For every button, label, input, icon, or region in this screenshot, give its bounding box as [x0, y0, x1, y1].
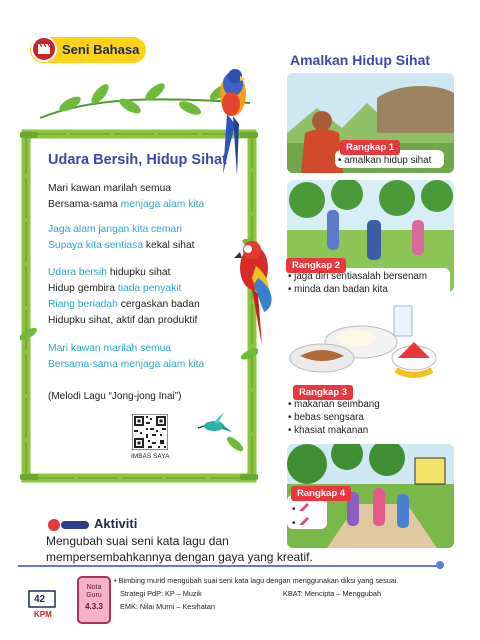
poem-highlight-text: Riang beriadah [48, 299, 121, 310]
poem-line [48, 343, 171, 354]
rangkap-2-item: • jaga diri sentiasalah bersenam [288, 271, 428, 282]
poem-line [48, 199, 204, 210]
scan-label: IMBAS SAYA [131, 453, 170, 460]
teacher-note: • Bimbing murid mengubah suai seni kata lagu dengan menggunakan diksi yang sesuai. [114, 576, 399, 585]
rangkap-2-badge: Rangkap 2 [286, 258, 346, 273]
poem-line [48, 267, 171, 278]
poem-line [48, 299, 200, 310]
poem-text: Bersama-sama [48, 199, 121, 210]
macaw-illustration [232, 238, 282, 348]
nota-guru-badge [77, 576, 111, 624]
nota-label: Guru [86, 592, 102, 599]
rangkap-3-item: • bebas sengsara [288, 412, 364, 423]
pencil-icon [298, 502, 310, 512]
activity-text-line: Mengubah suai seni kata lagu dan [46, 534, 229, 548]
rangkap-3-list [288, 398, 380, 437]
poem-line [48, 359, 204, 370]
poem-highlight-text: tiada penyakit [117, 283, 182, 294]
poem-highlight-text: Bersama-sama menjaga alam kita [48, 359, 205, 370]
poem-line [48, 283, 181, 294]
poem-highlight-text: Jaga alam jangan kita cemari [48, 224, 182, 235]
melody-note: (Melodi Lagu “Jong-jong Inai”) [48, 391, 182, 402]
teacher-note-kbat: KBAT: Mencipta – Menggubah [283, 589, 382, 598]
poem-line [48, 224, 182, 235]
qr-code[interactable] [132, 414, 168, 450]
poem-text: Hidupku sihat, aktif dan produktif [48, 315, 198, 326]
footer-divider [18, 565, 438, 567]
rangkap-4-badge: Rangkap 4 [291, 486, 351, 501]
pencil-icon [298, 516, 310, 526]
poem-line [48, 183, 171, 194]
poem-line [48, 315, 197, 326]
activity-title: Aktiviti [94, 516, 138, 531]
poem-text: Mari kawan marilah semua [48, 183, 172, 194]
nota-label: Nota [86, 584, 102, 591]
section-label: Seni Bahasa [62, 42, 140, 57]
rangkap-4-list [292, 502, 310, 530]
rangkap-3-badge: Rangkap 3 [293, 385, 353, 400]
rangkap-3-item: • khasiat makanan [288, 425, 369, 436]
hummingbird-illustration [198, 410, 232, 440]
poem-title: Udara Bersih, Hidup Sihat [48, 152, 227, 168]
clapperboard-icon [31, 36, 57, 62]
illustration-section-title: Amalkan Hidup Sihat [290, 52, 431, 68]
poem-line [48, 240, 195, 251]
poem-text: Hidup gembira [48, 283, 118, 294]
teacher-note-strategy: Strategi PdP: KP – Muzik [120, 589, 202, 598]
poem-text: kekal sihat [145, 240, 195, 251]
rangkap-1-badge: Rangkap 1 [340, 140, 400, 155]
nota-code: 4.3.3 [85, 602, 103, 611]
rangkap-1-item: • amalkan hidup sihat [338, 155, 432, 166]
rangkap-2-list [288, 270, 427, 296]
poem-text: cergaskan badan [120, 299, 200, 310]
activity-icon [47, 518, 91, 532]
footer-divider-dot [436, 561, 444, 569]
rangkap-4-item: • [292, 516, 310, 530]
rangkap-4-item: • [292, 502, 310, 516]
teacher-note-emk: EMK: Nilai Murni – Kesihatan [120, 602, 215, 611]
page-number: 42 [34, 594, 46, 605]
poem-highlight-text: Mari kawan marilah semua [48, 343, 172, 354]
poem-highlight-text: menjaga alam kita [120, 199, 205, 210]
rangkap-2-item: • minda dan badan kita [288, 284, 388, 295]
food-illustration [286, 300, 451, 382]
activity-text-line: mempersembahkannya dengan gaya yang kreatif. [46, 550, 313, 564]
poem-highlight-text: Supaya kita sentiasa [48, 240, 146, 251]
poem-text: hidupku sihat [109, 267, 171, 278]
poem-highlight-text: Udara bersih [48, 267, 110, 278]
rangkap-1-list [338, 154, 431, 167]
rangkap-3-item: • makanan seimbang [288, 399, 380, 410]
publisher-logo: KPM [34, 610, 52, 619]
